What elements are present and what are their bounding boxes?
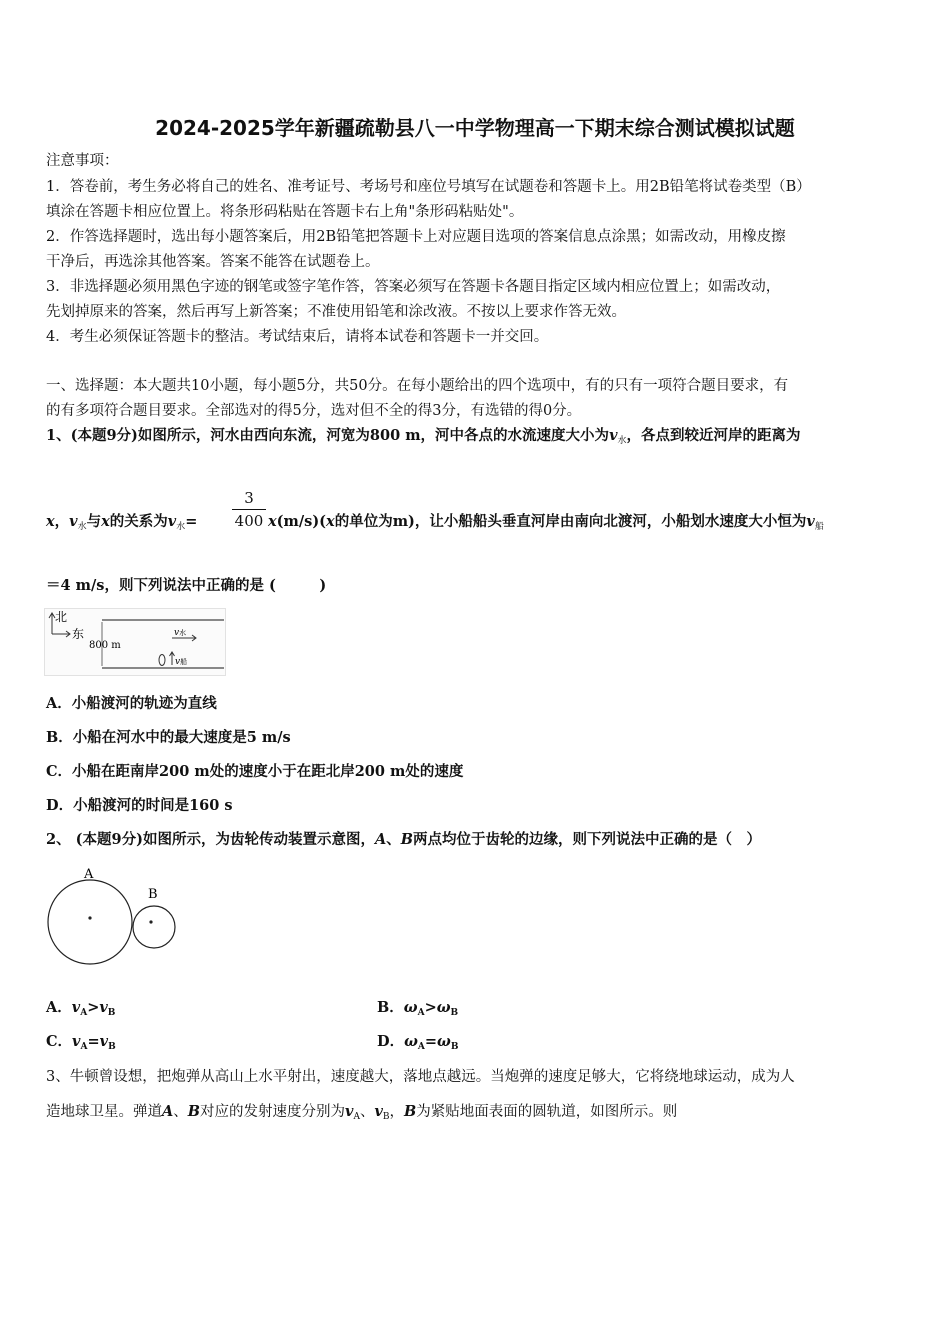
q2-option-b[interactable] (377, 998, 677, 1023)
q2-stem (46, 830, 908, 850)
q3-text: ， (389, 1104, 405, 1120)
symbol: v (99, 999, 108, 1016)
q3-text: 、 (173, 1104, 188, 1120)
q1-text: 的单位为m)，让小船船头垂直河岸由南向北渡河，小船划水速度大小恒为 (334, 513, 807, 530)
q3-text: 、 (359, 1104, 375, 1120)
q2-option-a[interactable] (46, 998, 346, 1023)
water-velocity-label: v水 (174, 628, 187, 638)
symbol: ω (404, 1033, 418, 1050)
operator: > (87, 999, 100, 1016)
q3-var: B (404, 1103, 417, 1120)
subscript: B (450, 1008, 459, 1018)
q1-text: 与 (86, 513, 102, 530)
q1-var: x (46, 513, 55, 530)
q1-var: v (806, 513, 815, 530)
symbol: ω (436, 999, 451, 1016)
symbol: v (99, 1033, 109, 1050)
q3-text: 造地球卫星。弹道 (46, 1104, 162, 1120)
q1-sub: 水 (77, 522, 87, 532)
q1-stem-line2-right (268, 512, 908, 537)
section-instructions: 一、选择题：本大题共10小题，每小题5分，共50分。在每小题给出的四个选项中，有的只有一项符合题目要求，有 (46, 378, 789, 394)
notice-line: 1．答卷前，考生务必将自己的姓名、准考证号、考场号和座位号填写在试题卷和答题卡上。用2B铅笔将试卷类型（B） (46, 179, 811, 195)
option-text: 小船渡河的轨迹为直线 (71, 695, 217, 712)
label-b: B (148, 887, 158, 902)
q1-text: 的关系为 (109, 513, 168, 530)
q1-text: 1、(本题9分)如图所示，河水由西向东流，河宽为800 m，河中各点的水流速度大小为 (46, 427, 610, 444)
q1-sub: 船 (814, 522, 824, 532)
river-diagram (44, 608, 226, 676)
east-label: 东 (72, 627, 85, 641)
subscript: B (450, 1042, 459, 1052)
q2-var: A (374, 831, 387, 848)
symbol: ω (437, 1033, 451, 1050)
boat-velocity-label: v船 (175, 657, 188, 667)
subscript: A (80, 1042, 88, 1052)
notice-heading: 注意事项： (46, 153, 119, 169)
notice-line: 填涂在答题卡相应位置上。将条形码粘贴在答题卡右上角"条形码粘贴处"。 (46, 204, 524, 220)
q1-option-d[interactable] (46, 796, 908, 816)
river-width-label: 800 m (89, 640, 121, 651)
option-letter: B． (46, 729, 73, 746)
q3-var: v (345, 1103, 354, 1120)
q1-text: ， (54, 513, 70, 530)
page-title: 2024-2025学年新疆疏勒县八一中学物理高一下期末综合测试模拟试题 (155, 116, 795, 140)
large-gear-center (88, 916, 91, 919)
symbol: ω (403, 999, 418, 1016)
q1-text: ，各点到较近河岸的距离为 (626, 427, 801, 444)
option-text: 小船在距南岸200 m处的速度小于在距北岸200 m处的速度 (72, 763, 464, 780)
option-letter: B． (377, 999, 404, 1016)
fraction-numerator: 3 (232, 489, 266, 510)
gear-diagram (44, 862, 184, 972)
q2-text: 两点均位于齿轮的边缘，则下列说法中正确的是（ ） (412, 831, 761, 848)
q1-sub: 水 (176, 522, 186, 532)
notice-line: 2．作答选择题时，选出每小题答案后，用2B铅笔把答题卡上对应题目选项的答案信息点涂黑；如需改动，用橡皮擦 (46, 229, 786, 245)
north-label: 北 (55, 610, 68, 624)
notice-line: 3．非选择题必须用黑色字迹的钢笔或签字笔作答，答案必须写在答题卡各题目指定区域内相应位置上；如需改动， (46, 279, 781, 295)
notice-line: 干净后，再选涂其他答案。答案不能答在试题卷上。 (46, 254, 380, 270)
q1-stem-line1 (46, 426, 908, 451)
option-text: 小船在河水中的最大速度是5 m/s (72, 729, 291, 746)
operator: = (424, 1033, 438, 1050)
operator: = (87, 1033, 100, 1050)
option-letter: D． (377, 1033, 405, 1050)
subscript: B (107, 1008, 116, 1018)
q1-stem-line3: ＝4 m/s，则下列说法中正确的是 ( ) (46, 577, 327, 594)
q1-var: v (609, 427, 618, 444)
q1-var: x (101, 513, 110, 530)
operator: > (424, 999, 437, 1016)
notice-line: 先划掉原来的答案，然后再写上新答案；不准使用铅笔和涂改液。不按以上要求作答无效。 (46, 304, 626, 320)
q3-text: 对应的发射速度分别为 (200, 1104, 346, 1120)
diagram-background (45, 609, 226, 676)
q2-option-c[interactable] (46, 1032, 346, 1057)
q3-sub: B (382, 1112, 390, 1122)
option-letter: C． (46, 763, 73, 780)
option-letter: C． (46, 1033, 73, 1050)
q3-var: B (187, 1103, 201, 1120)
label-a: A (84, 867, 94, 882)
q1-var: v (69, 513, 78, 530)
q3-sub: A (353, 1112, 360, 1122)
q2-text: 、 (386, 831, 401, 848)
q3-var: v (374, 1103, 383, 1120)
subscript: A (80, 1008, 88, 1018)
q2-var: B (400, 831, 413, 848)
symbol: v (72, 1033, 81, 1050)
q1-fraction (232, 489, 266, 530)
subscript: A (417, 1008, 425, 1018)
q1-var: x (268, 513, 277, 530)
option-letter: A． (46, 695, 72, 712)
q1-sub: 水 (617, 436, 627, 446)
option-letter: A． (46, 999, 72, 1016)
option-text: 小船渡河的时间是160 s (73, 797, 233, 814)
large-gear-circle (48, 880, 132, 964)
q1-stem-line2-left (46, 512, 231, 537)
q1-text: (m/s)( (276, 513, 327, 530)
notice-line: 4．考生必须保证答题卡的整洁。考试结束后，请将本试卷和答题卡一并交回。 (46, 329, 549, 345)
subscript: A (417, 1042, 425, 1052)
q1-text: = (185, 513, 198, 530)
small-gear-circle (133, 906, 175, 948)
section-instructions: 的有多项符合题目要求。全部选对的得5分，选对但不全的得3分，有选错的得0分。 (46, 403, 582, 419)
option-letter: D． (46, 797, 74, 814)
subscript: B (108, 1042, 116, 1052)
q2-text: 2、 (本题9分)如图所示，为齿轮传动装置示意图， (46, 831, 375, 848)
q3-stem-line1: 3、牛顿曾设想，把炮弹从高山上水平射出，速度越大，落地点越远。当炮弹的速度足够大，它将绕地球运动，成为人 (46, 1069, 795, 1085)
small-gear-center (149, 920, 152, 923)
q1-var: x (326, 513, 335, 530)
q1-var: v (167, 513, 177, 530)
q1-option-a[interactable] (46, 694, 908, 714)
q3-var: A (162, 1103, 174, 1120)
q3-text: 为紧贴地面表面的圆轨道，如图所示。则 (416, 1104, 678, 1120)
q3-stem-line2 (46, 1102, 908, 1127)
q2-option-d[interactable] (377, 1032, 677, 1057)
q1-option-b[interactable] (46, 728, 908, 748)
q1-option-c[interactable] (46, 762, 908, 782)
fraction-denominator: 400 (234, 512, 264, 530)
symbol: v (71, 999, 81, 1016)
